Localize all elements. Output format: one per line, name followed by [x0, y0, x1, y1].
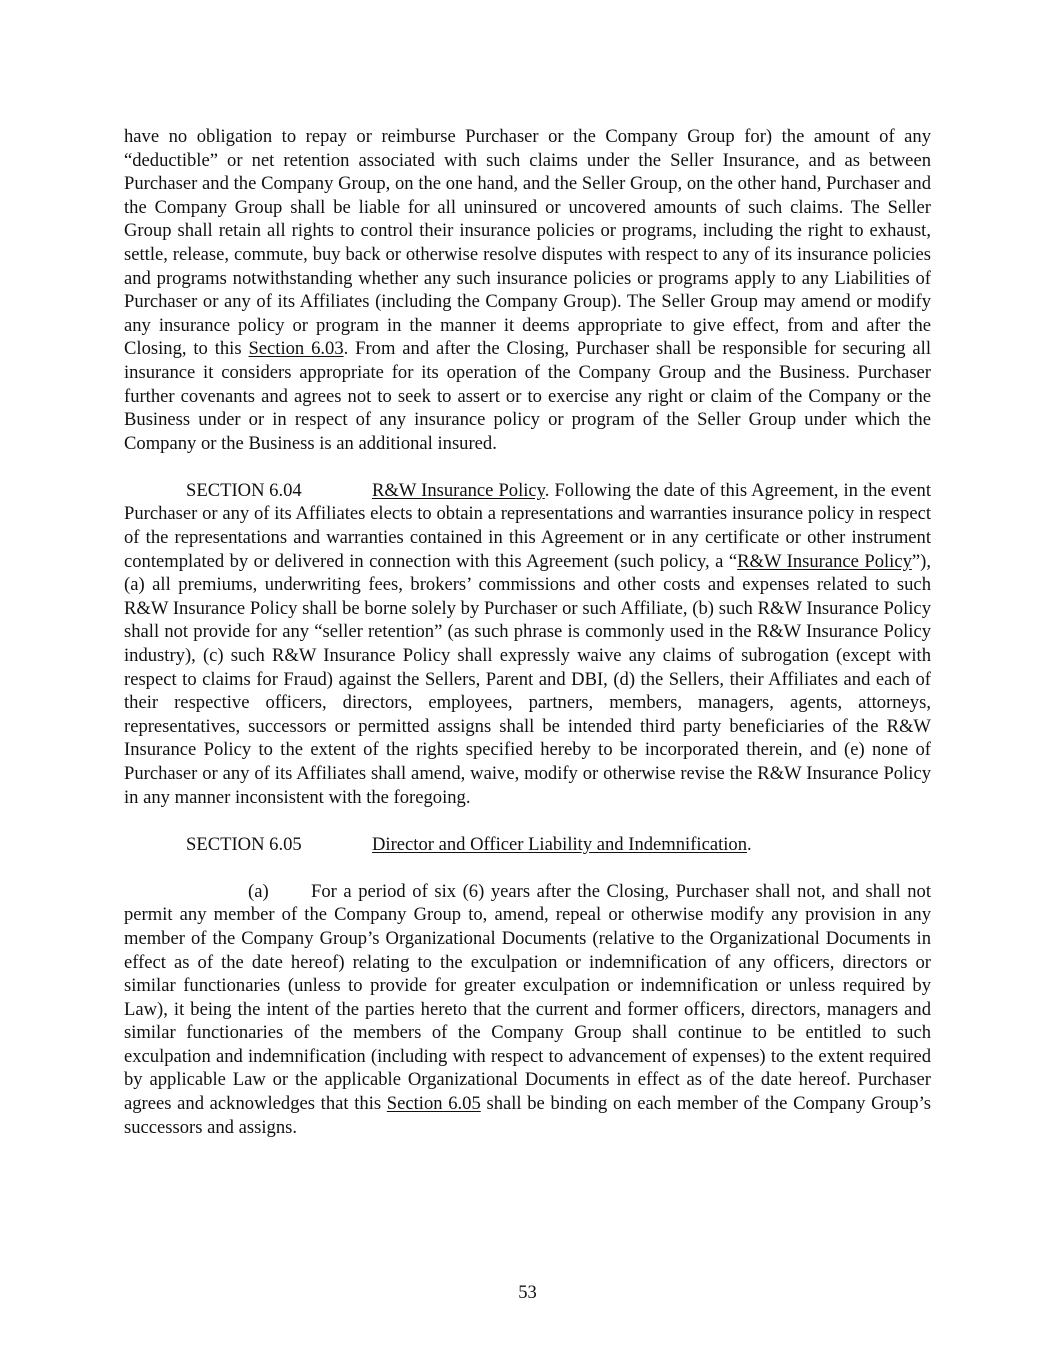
paragraph-text: have no obligation to repay or reimburse Purchaser or the Company Group for) the amount of any “deductible” or net retention associated with such claims under the Seller Insurance, and as between Purchaser and the Company Group, on the one hand, and the Seller Group, on the other hand, Purchaser and the Company Group shall be liable for all uninsured or uncovered amounts of such claims. The Seller Group shall retain all rights to control their insurance policies or programs, including the right to exhaust, settle, release, commute, buy back or otherwise resolve disputes with respect to any of its insurance policies and programs notwithstanding whether any such insurance policies or programs apply to any Liabilities of Purchaser or any of its Affiliates (including the Company Group). The Seller Group may amend or modify any insurance policy or program in the manner it deems appropriate to give effect, from and after the Closing, to this: [124, 126, 931, 360]
paragraph-insurance-continued: [124, 125, 931, 455]
section-heading: R&W Insurance Policy: [372, 479, 545, 501]
page-number: 53: [518, 1282, 537, 1303]
paragraph-text: shall be binding on each member of the Company Group’s successors and assigns.: [124, 1093, 931, 1138]
cross-reference-section-6-03: Section 6.03: [248, 338, 344, 360]
paragraph-text: For a period of six (6) years after the Closing, Purchaser shall not, and shall not permit any member of the Company Group to, amend, repeal or otherwise modify any provision in any member of the Company Group’s Organizational Documents (relative to the Organizational Documents in effect as of the date hereof) relating to the exculpation or indemnification of any officers, directors or similar functionaries (unless to provide for greater exculpation or indemnification or unless required by Law), it being the intent of the parties hereto that the current and former officers, directors, managers and similar functionaries of the members of the Company Group shall continue to be entitled to such exculpation and indemnification (including with respect to advancement of expenses) to the extent required by applicable Law or the applicable Organizational Documents in effect as of the date hereof. Purchaser agrees and acknowledges that this: [124, 880, 931, 1115]
paragraph-text: . From and after the Closing, Purchaser shall be responsible for securing all insurance it considers appropriate for its operation of the Company Group and the Business. Purchaser further covenants and agrees not to seek to assert or to exercise any right or claim of the Company or the Business under or in respect of any insurance policy or program of the Seller Group under which the Company or the Business is an additional insured.: [124, 338, 931, 454]
paragraph-text: . Following the date of this Agreement, in the event Purchaser or any of its Affiliates elects to obtain a representations and warranties insurance policy in respect of the representations and warranties contained in this Agreement or in any certificate or other instrument contemplated by or delivered in connection with this Agreement (such policy, a “: [124, 479, 931, 572]
heading-period: .: [747, 833, 752, 855]
section-6-05: [124, 833, 931, 857]
section-number: SECTION 6.05: [186, 833, 302, 855]
paragraph-text: ”), (a) all premiums, underwriting fees, brokers’ commissions and other costs and expenses related to such R&W Insurance Policy shall be borne solely by Purchaser or such Affiliate, (b) such R&W Insurance Policy shall not provide for any “seller retention” (as such phrase is commonly used in the R&W Insurance Policy industry), (c) such R&W Insurance Policy shall expressly waive any claims of subrogation (except with respect to claims for Fraud) against the Sellers, Parent and DBI, (d) the Sellers, their Affiliates and each of their respective officers, directors, employees, partners, members, managers, agents, attorneys, representatives, successors or permitted assigns shall be intended third party beneficiaries of the R&W Insurance Policy to the extent of the rights specified hereby to be incorporated therein, and (e) none of Purchaser or any of its Affiliates shall amend, waive, modify or otherwise revise the R&W Insurance Policy in any manner inconsistent with the foregoing.: [124, 550, 931, 808]
document-page: [124, 125, 931, 1139]
defined-term: R&W Insurance Policy: [737, 550, 912, 572]
cross-reference-section-6-05: Section 6.05: [386, 1093, 481, 1115]
section-6-05-a: [124, 880, 931, 1140]
section-6-04: [124, 479, 931, 809]
section-heading: Director and Officer Liability and Indemnification: [372, 833, 748, 855]
section-number: SECTION 6.04: [186, 479, 302, 501]
subsection-label: (a): [248, 880, 269, 902]
